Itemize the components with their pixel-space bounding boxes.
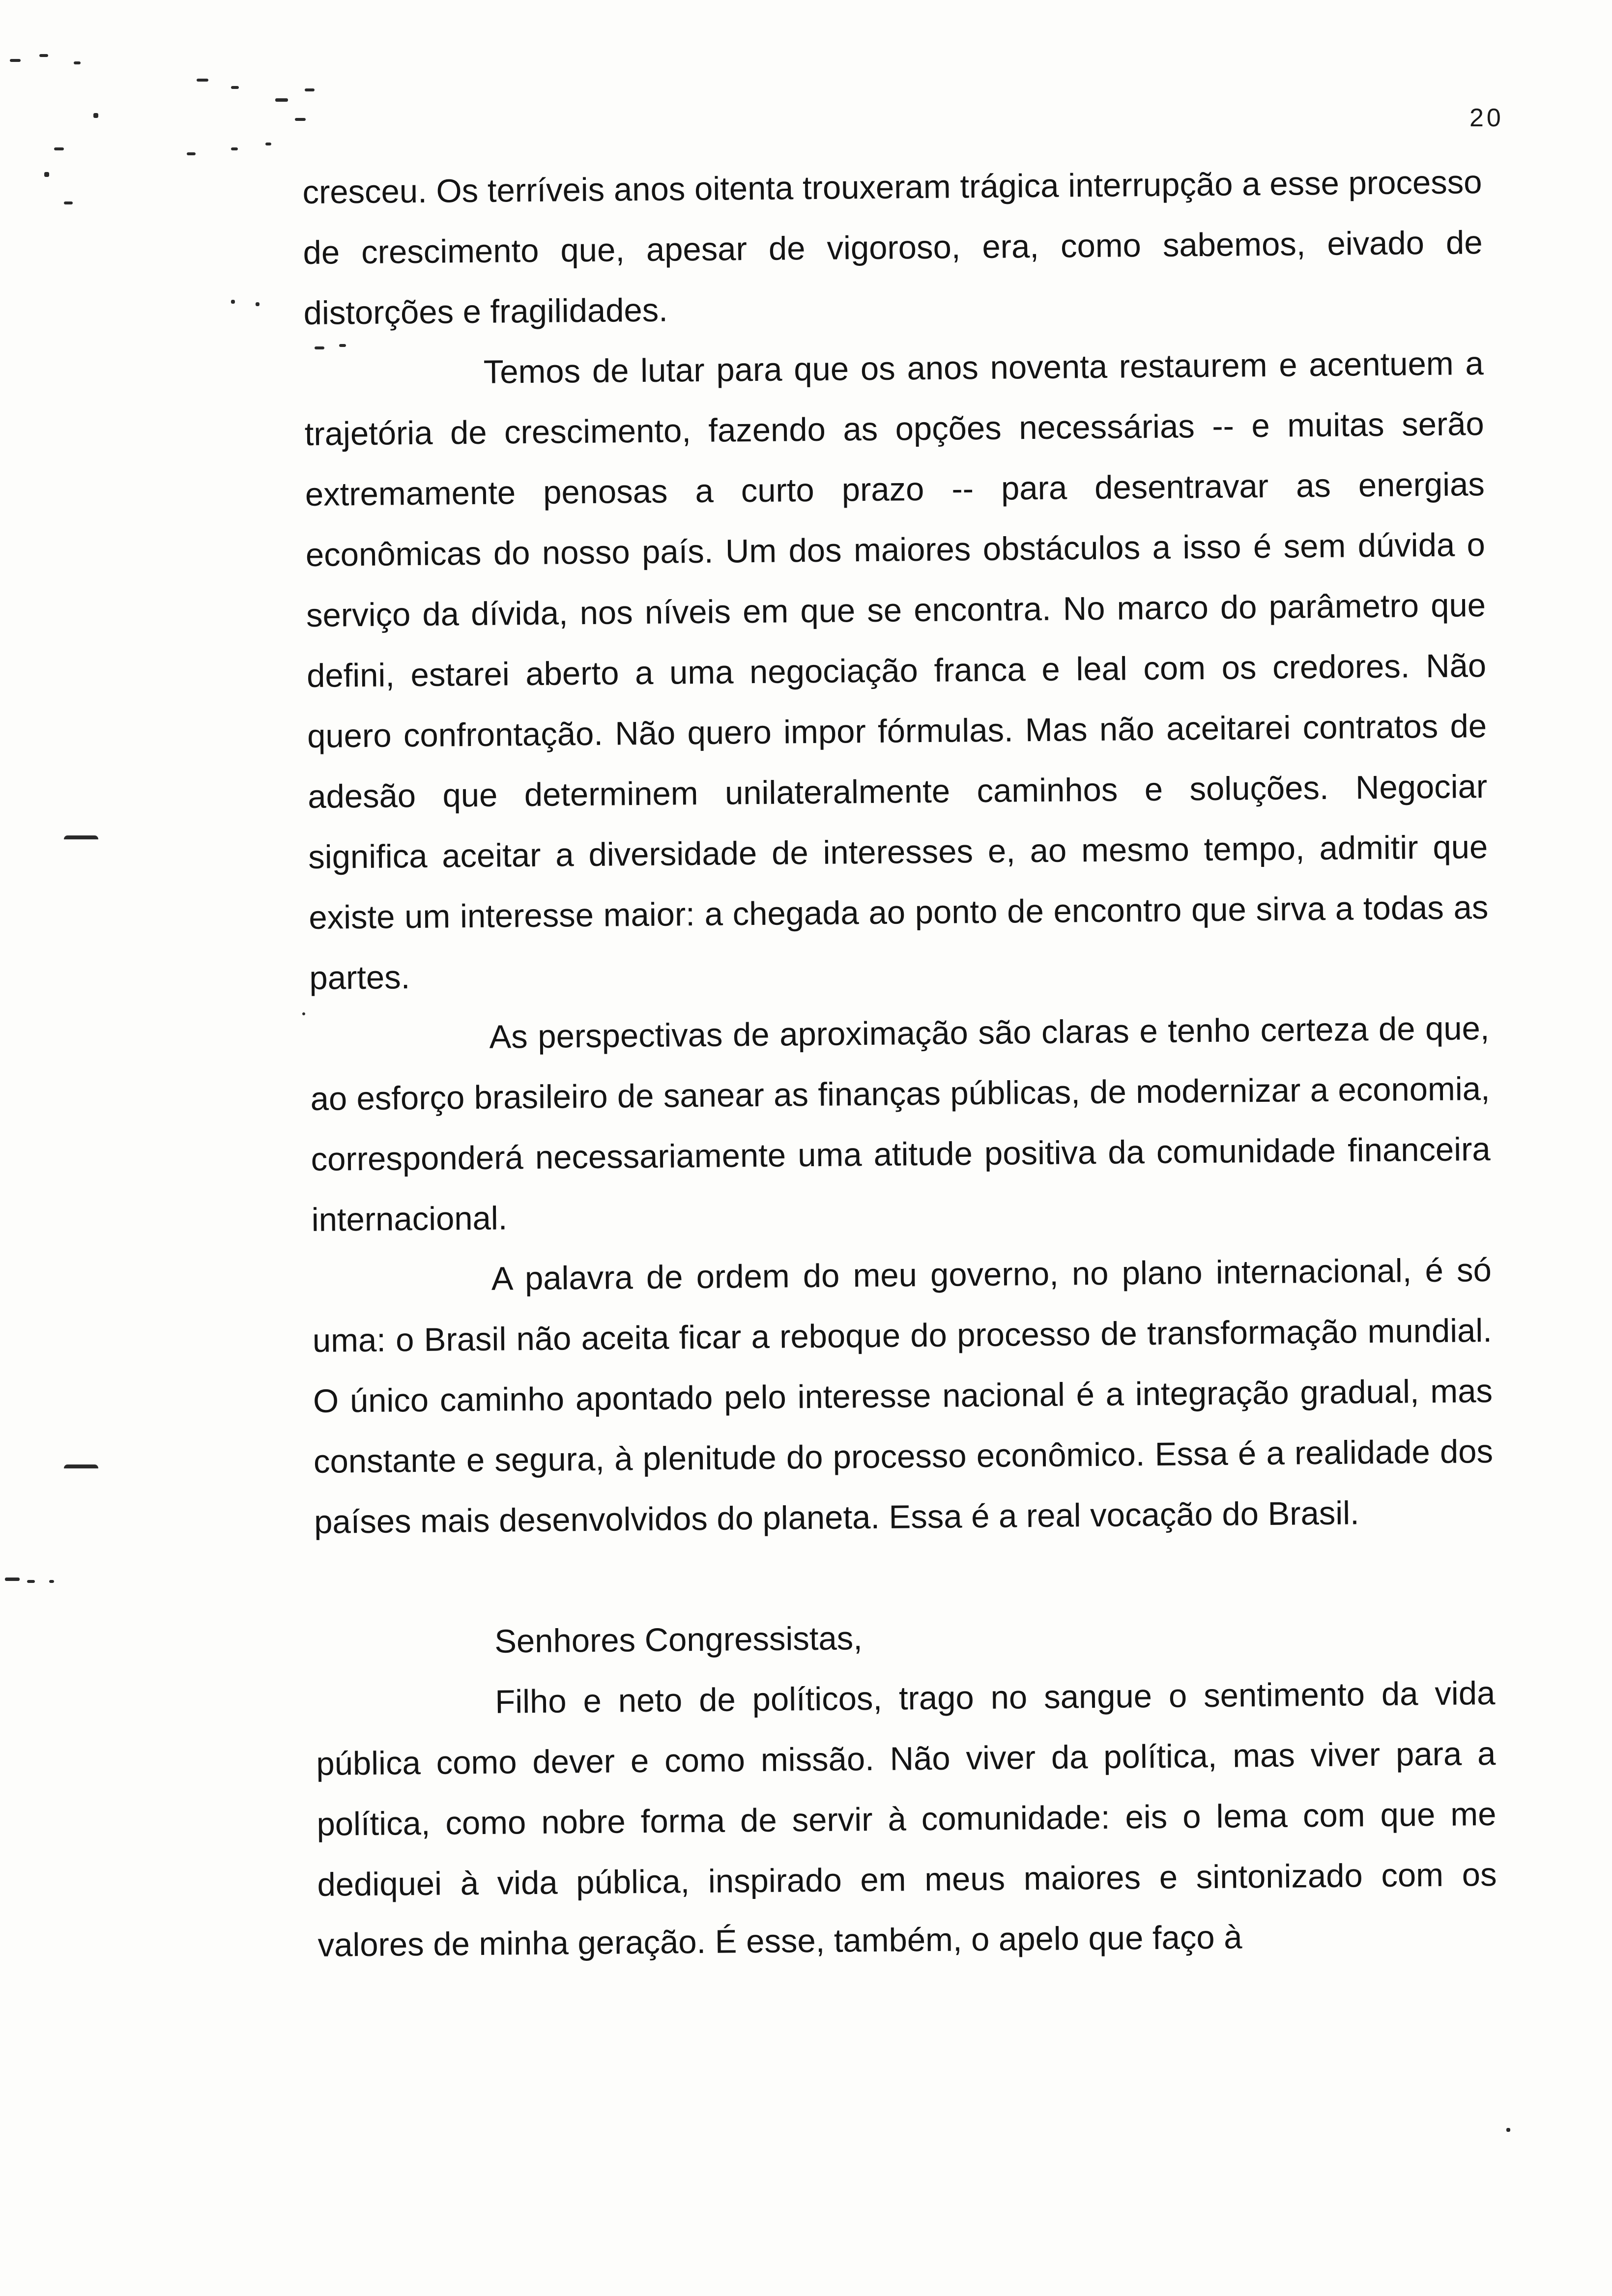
scan-speck xyxy=(54,147,64,150)
salutation: Senhores Congressistas, xyxy=(494,1620,863,1660)
scan-speck xyxy=(64,201,73,204)
scan-speck xyxy=(231,147,238,150)
scan-speck xyxy=(93,113,98,118)
scan-speck xyxy=(10,59,21,62)
scan-speck xyxy=(275,98,288,102)
scan-speck xyxy=(295,118,306,121)
scan-speck xyxy=(305,88,315,91)
scan-speck xyxy=(74,61,81,64)
scan-speck xyxy=(64,835,98,839)
scan-speck xyxy=(315,346,324,349)
paragraph-continuation: cresceu. Os terríveis anos oitenta trouxeram trágica interrupção a esse processo de crescimento que, apesar de vigoroso, era, como sabemos, eivado de distorções e fragilidades. xyxy=(302,164,1483,332)
paragraph-public-life: Filho e neto de políticos, trago no sangue o sentimento da vida pública como dever e como missão. Não viver da política, mas viver para a política, como nobre forma de servir à comunidade: eis o lema com que me dediquei à vida pública, inspirado em meus maiores e sintonizado com os valores de minha geração. É esse, também, o apelo que faço à xyxy=(316,1674,1497,1964)
scan-speck xyxy=(187,152,196,155)
scan-speck xyxy=(265,143,271,145)
paragraph-perspectives: As perspectivas de aproximação são claras e tenho certeza de que, ao esforço brasileiro de sanear as finanças públicas, de modernizar a economia, corresponderá necessariamente uma atitude positiva da comunidade financeira internacional. xyxy=(310,1009,1491,1238)
page-number: 20 xyxy=(1469,104,1504,132)
scan-speck xyxy=(302,1012,305,1015)
scan-speck xyxy=(339,344,346,347)
scan-speck xyxy=(39,54,48,57)
scan-speck xyxy=(231,86,239,89)
scan-speck xyxy=(44,172,49,177)
paragraph-debt-negotiation: Temos de lutar para que os anos noventa restaurem e acentuem a trajetória de crescimento, fazendo as opções necessárias -- e muitas serão extremamente penosas a curto prazo -- para desentravar as energias econômicas do nosso país. Um dos maiores obstáculos a isso é sem dúvida o serviço da dívida, nos níveis em que se encontra. No marco do parâmetro que defini, estarei aberto a uma negociação franca e leal com os credores. Não quero confrontação. Não quero impor fórmulas. Mas não aceitarei contratos de adesão que determinem unilateralmente caminhos e soluções. Negociar significa aceitar a diversidade de interesses e, ao mesmo tempo, admitir que existe um interesse maior: a chegada ao ponto de encontro que sirva a todas as partes. xyxy=(304,345,1489,997)
scan-speck xyxy=(197,79,208,82)
scan-speck xyxy=(256,302,259,306)
body-text xyxy=(302,152,1497,1976)
scan-speck xyxy=(5,1578,20,1581)
scan-speck xyxy=(64,1464,98,1468)
paragraph-gap xyxy=(315,1542,1495,1613)
scan-speck xyxy=(1506,2128,1510,2132)
paragraph-international-plan: A palavra de ordem do meu governo, no plano internacional, é só uma: o Brasil não aceita ficar a reboque do processo de transformação mundial. O único caminho apontado pelo interesse nacional é a integração gradual, mas constante e segura, à plenitude do processo econômico. Essa é a realidade dos países mais desenvolvidos do planeta. Essa é a real vocação do Brasil. xyxy=(312,1251,1494,1541)
scan-speck xyxy=(231,300,235,304)
scan-speck xyxy=(49,1580,54,1583)
scan-speck xyxy=(27,1580,35,1583)
